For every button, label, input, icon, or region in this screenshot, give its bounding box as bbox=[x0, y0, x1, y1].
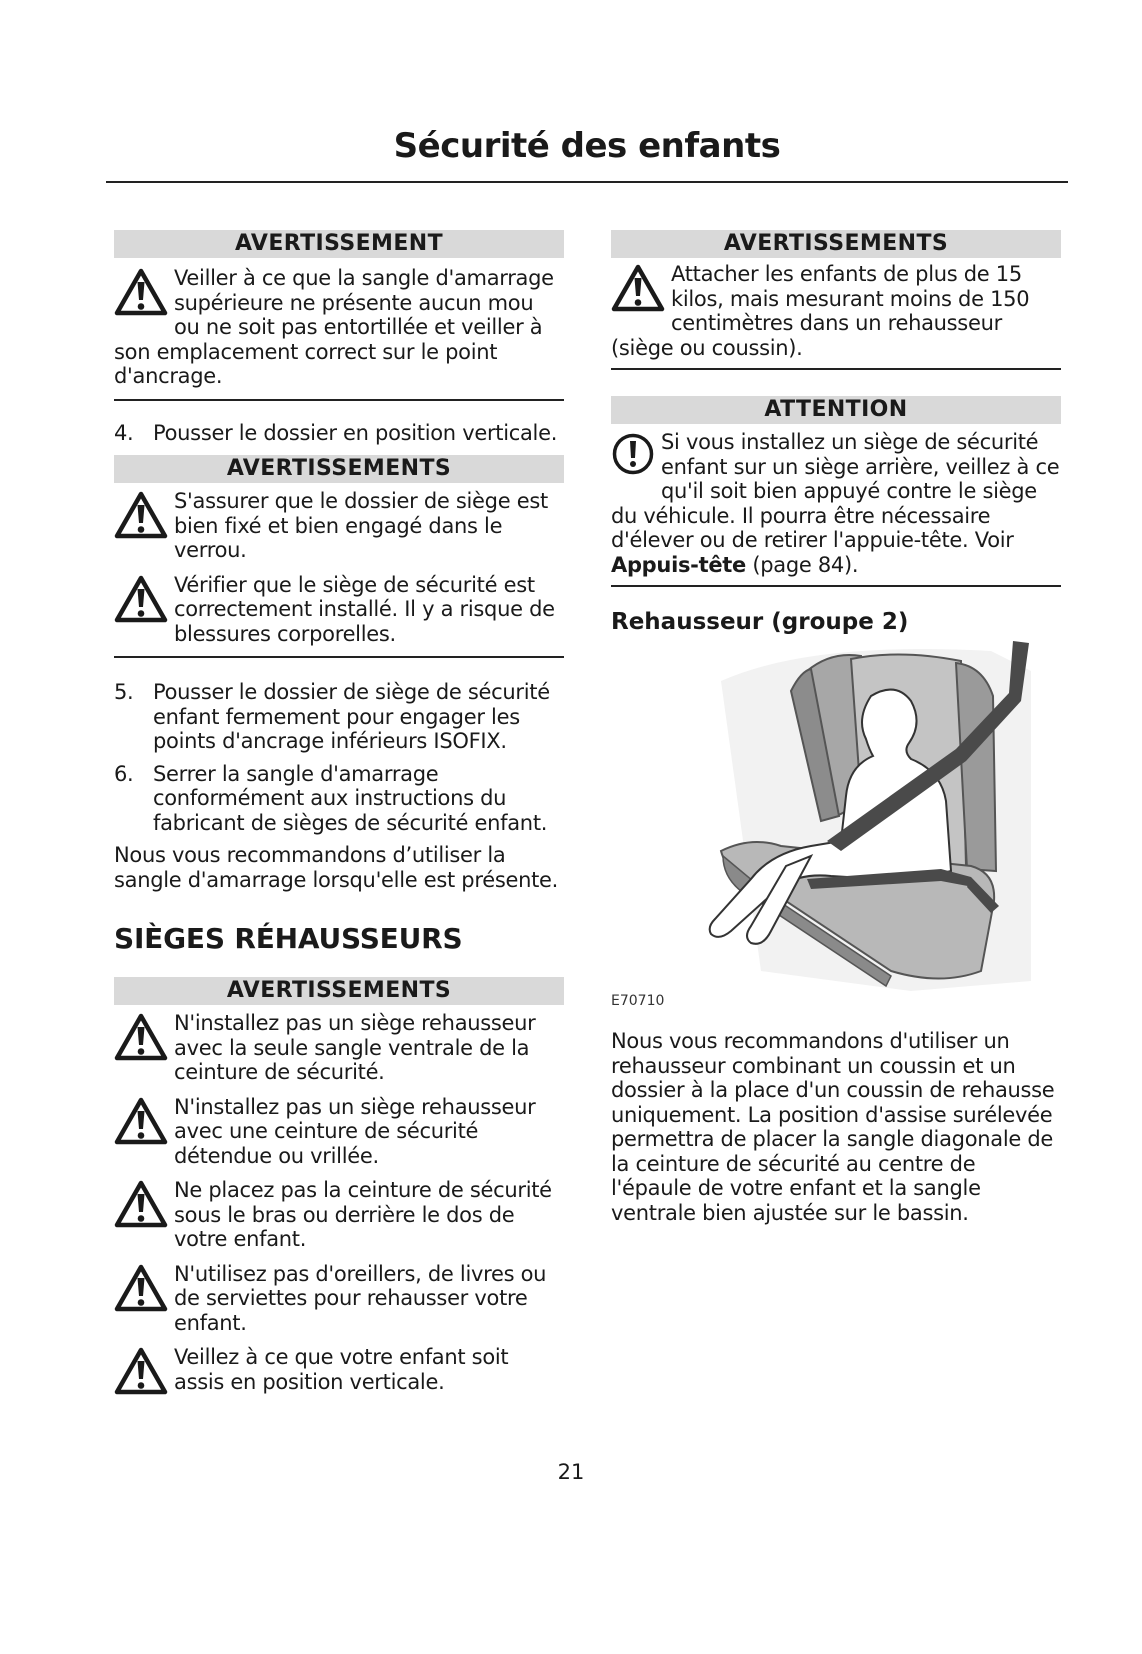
warning-item bbox=[114, 1178, 564, 1252]
step-number: 6. bbox=[114, 761, 134, 786]
attention-box-heading: ATTENTION bbox=[611, 396, 1061, 424]
booster-seat-illustration bbox=[611, 641, 1061, 1001]
warning-triangle-icon bbox=[114, 491, 170, 541]
warning-box bbox=[114, 230, 564, 401]
section-title: SIÈGES RÉHAUSSEURS bbox=[114, 922, 463, 955]
attention-box-rule bbox=[611, 585, 1061, 587]
step-text: Serrer la sangle d'amarrage conformément aux instructions du fabricant de sièges de sécurité enfant. bbox=[153, 761, 548, 835]
cross-reference-link[interactable]: Appuis-tête bbox=[611, 552, 746, 577]
left-column bbox=[114, 230, 564, 1397]
warning-text: N'utilisez pas d'oreillers, de livres ou de serviettes pour rehausser votre enfant. bbox=[174, 1261, 547, 1335]
warning-text: Veiller à ce que la sangle d'amarrage supérieure ne présente aucun mou ou ne soit pas entortillée et veiller à son emplacement correct sur le point d'ancrage. bbox=[114, 266, 554, 388]
warning-triangle-icon bbox=[114, 1347, 170, 1397]
recommendation-paragraph: Nous vous recommandons d’utiliser la sangle d'amarrage lorsqu'elle est présente. bbox=[114, 843, 559, 892]
warning-text: Vérifier que le siège de sécurité est correctement installé. Il y a risque de blessures corporelles. bbox=[174, 572, 555, 646]
booster-seat-figure bbox=[611, 641, 1061, 1011]
list-item bbox=[114, 762, 564, 836]
page-title: Sécurité des enfants bbox=[393, 126, 781, 166]
list-item bbox=[114, 421, 564, 446]
attention-box bbox=[611, 396, 1061, 587]
warning-item bbox=[114, 266, 564, 389]
warning-box-heading: AVERTISSEMENTS bbox=[114, 455, 564, 483]
warning-triangle-icon bbox=[114, 1264, 170, 1314]
warning-triangle-icon bbox=[114, 268, 170, 318]
step-text: Pousser le dossier de siège de sécurité enfant fermement pour engager les points d'ancrage inférieurs ISOFIX. bbox=[153, 680, 550, 753]
page-number: 21 bbox=[557, 1460, 585, 1484]
warning-triangle-icon bbox=[611, 264, 667, 314]
subsection-title: Rehausseur (groupe 2) bbox=[611, 609, 909, 635]
warning-item bbox=[114, 1011, 564, 1085]
figure-code: E70710 bbox=[611, 993, 665, 1009]
warning-box bbox=[114, 977, 564, 1394]
warning-box-rule bbox=[611, 368, 1061, 370]
step-text: Pousser le dossier en position verticale. bbox=[153, 420, 558, 445]
warning-text: N'installez pas un siège rehausseur avec la seule sangle ventrale de la ceinture de sécurité. bbox=[174, 1011, 536, 1084]
title-divider bbox=[106, 181, 1068, 183]
warning-triangle-icon bbox=[114, 1097, 170, 1147]
warning-item bbox=[114, 573, 564, 647]
warning-box-heading: AVERTISSEMENTS bbox=[114, 977, 564, 1005]
warning-box bbox=[114, 455, 564, 658]
warning-triangle-icon bbox=[114, 1013, 170, 1063]
warning-box-heading: AVERTISSEMENTS bbox=[611, 230, 1061, 258]
warning-box-heading: AVERTISSEMENT bbox=[114, 230, 564, 258]
warning-triangle-icon bbox=[114, 1180, 170, 1230]
warning-text: Veillez à ce que votre enfant soit assis en position verticale. bbox=[174, 1345, 509, 1394]
warning-item bbox=[114, 489, 564, 563]
warning-item bbox=[114, 1262, 564, 1336]
warning-item bbox=[114, 1095, 564, 1169]
attention-circle-icon bbox=[611, 432, 657, 482]
step-number: 5. bbox=[114, 680, 134, 704]
step-number: 4. bbox=[114, 420, 134, 445]
attention-text: Si vous installez un siège de sécurité enfant sur un siège arrière, veillez à ce qu'il soit bien appuyé contre le siège du véhicule. Il pourra être nécessaire d'élever ou de retirer l'appuie-tête. Voir bbox=[611, 430, 1060, 552]
warning-item bbox=[114, 1345, 564, 1394]
warning-text: Attacher les enfants de plus de 15 kilos, mais mesurant moins de 150 centimètres dans un rehausseur (siège ou coussin). bbox=[611, 262, 1030, 360]
warning-box bbox=[611, 230, 1061, 370]
right-column bbox=[611, 230, 1061, 1225]
list-item bbox=[114, 680, 564, 754]
recommendation-paragraph: Nous vous recommandons d'utiliser un rehausseur combinant un coussin et un dossier à la place d'un coussin de rehausse uniquement. La position d'assise surélevée permettra de placer la sangle diagonale de la ceinture de sécurité au centre de l'épaule de votre enfant et la sangle ventrale bien ajustée sur le bassin. bbox=[611, 1029, 1055, 1225]
attention-item bbox=[611, 430, 1061, 577]
warning-text: Ne placez pas la ceinture de sécurité sous le bras ou derrière le dos de votre enfant. bbox=[174, 1178, 552, 1251]
warning-text: N'installez pas un siège rehausseur avec une ceinture de sécurité détendue ou vrillée. bbox=[174, 1094, 536, 1168]
warning-box-rule bbox=[114, 399, 564, 401]
warning-triangle-icon bbox=[114, 575, 170, 625]
warning-box-rule bbox=[114, 656, 564, 658]
warning-text: S'assurer que le dossier de siège est bien fixé et bien engagé dans le verrou. bbox=[174, 489, 548, 562]
warning-item bbox=[611, 262, 1061, 360]
attention-text-end: (page 84). bbox=[745, 552, 859, 577]
